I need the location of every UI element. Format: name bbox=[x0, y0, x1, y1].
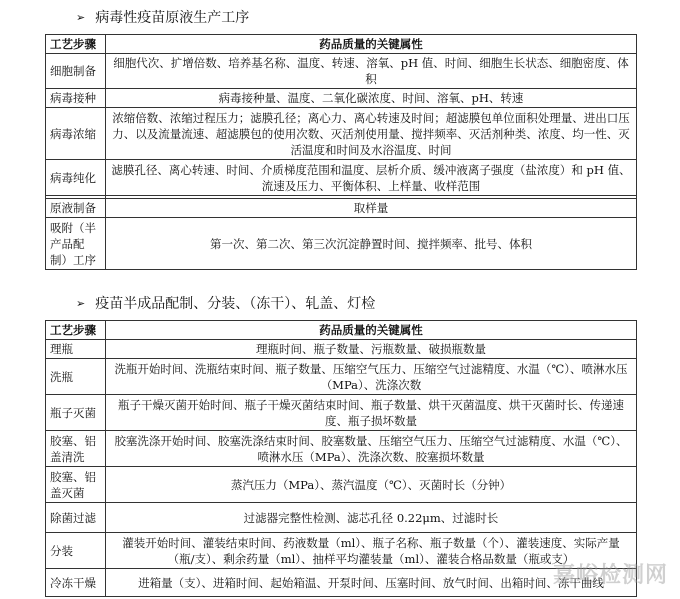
table-row bbox=[46, 467, 637, 503]
section2-title-text: 疫苗半成品配制、分装、（冻干）、轧盖、灯检 bbox=[95, 296, 376, 312]
row-step: 理瓶 bbox=[46, 340, 106, 359]
row-attr: 取样量 bbox=[106, 199, 637, 218]
table-row bbox=[46, 54, 637, 89]
table-row bbox=[46, 199, 637, 218]
table-row bbox=[46, 340, 637, 359]
table-row bbox=[46, 503, 637, 533]
table-row bbox=[46, 395, 637, 431]
section1-title bbox=[76, 7, 249, 27]
arrow-bullet-icon: ➢ bbox=[76, 296, 86, 310]
table-header-row bbox=[46, 35, 637, 54]
table-row bbox=[46, 359, 637, 395]
row-attr: 浓缩倍数、浓缩过程压力；滤膜孔径；离心力、离心转速及时间；超滤膜包单位面积处理量、进出口压力、以及流量流速、超滤膜包的使用次数、灭活剂使用量、搅拌频率、灭活剂种类、浓度、均一性、灭活温度和时间及水浴温度、时间 bbox=[106, 108, 637, 160]
header-step: 工艺步骤 bbox=[46, 321, 106, 340]
row-step: 细胞制备 bbox=[46, 54, 106, 89]
row-attr: 瓶子干燥灭菌开始时间、瓶子干燥灭菌结束时间、瓶子数量、烘干灭菌温度、烘干灭菌时长、传递速度、瓶子损坏数量 bbox=[106, 395, 637, 431]
process-table-1 bbox=[45, 34, 637, 270]
row-step: 病毒浓缩 bbox=[46, 108, 106, 160]
row-step: 病毒纯化 bbox=[46, 160, 106, 196]
row-step: 洗瓶 bbox=[46, 359, 106, 395]
section2-title bbox=[76, 293, 375, 313]
row-attr: 第一次、第二次、第三次沉淀静置时间、搅拌频率、批号、体积 bbox=[106, 218, 637, 270]
row-step: 分装 bbox=[46, 533, 106, 569]
table-row bbox=[46, 533, 637, 569]
row-attr: 进箱量（支）、进箱时间、起始箱温、开泵时间、压塞时间、放气时间、出箱时间、冻干曲线 bbox=[106, 569, 637, 597]
row-attr: 病毒接种量、温度、二氧化碳浓度、时间、溶氧、pH、转速 bbox=[106, 89, 637, 108]
arrow-bullet-icon: ➢ bbox=[76, 10, 86, 24]
row-attr: 洗瓶开始时间、洗瓶结束时间、瓶子数量、压缩空气压力、压缩空气过滤精度、水温（℃）、喷淋水压（MPa）、洗涤次数 bbox=[106, 359, 637, 395]
table-row bbox=[46, 89, 637, 108]
row-attr: 理瓶时间、瓶子数量、污瓶数量、破损瓶数量 bbox=[106, 340, 637, 359]
table-row bbox=[46, 218, 637, 270]
row-step: 吸附（半产品配制）工序 bbox=[46, 218, 106, 270]
header-step: 工艺步骤 bbox=[46, 35, 106, 54]
row-step: 瓶子灭菌 bbox=[46, 395, 106, 431]
row-attr: 过滤器完整性检测、滤芯孔径 0.22μm、过滤时长 bbox=[106, 503, 637, 533]
watermark: 嘉峪检测网 bbox=[552, 563, 668, 588]
section1-title-text: 病毒性疫苗原液生产工序 bbox=[95, 10, 250, 26]
table-row bbox=[46, 108, 637, 160]
row-attr: 蒸汽压力（MPa）、蒸汽温度（℃）、灭菌时长（分钟） bbox=[106, 467, 637, 503]
row-step: 胶塞、铝盖清洗 bbox=[46, 431, 106, 467]
table-row bbox=[46, 431, 637, 467]
table-row bbox=[46, 160, 637, 196]
table-header-row bbox=[46, 321, 637, 340]
row-step: 病毒接种 bbox=[46, 89, 106, 108]
row-attr: 胶塞洗涤开始时间、胶塞洗涤结束时间、胶塞数量、压缩空气压力、压缩空气过滤精度、水温（℃）、喷淋水压（MPa）、洗涤次数、胶塞损坏数量 bbox=[106, 431, 637, 467]
row-step: 除菌过滤 bbox=[46, 503, 106, 533]
row-step: 胶塞、铝盖灭菌 bbox=[46, 467, 106, 503]
header-attr: 药品质量的关键属性 bbox=[106, 35, 637, 54]
row-attr: 灌装开始时间、灌装结束时间、药液数量（ml）、瓶子名称、瓶子数量（个）、灌装速度、实际产量（瓶/支）、剩余药量（ml）、抽样平均灌装量（ml）、灌装合格品数量（瓶或支） bbox=[106, 533, 637, 569]
table-row bbox=[46, 569, 637, 597]
row-attr: 滤膜孔径、离心转速、时间、介质梯度范围和温度、层析介质、缓冲液离子强度（盐浓度）和 pH 值、流速及压力、平衡体积、上样量、收样范围 bbox=[106, 160, 637, 196]
header-attr: 药品质量的关键属性 bbox=[106, 321, 637, 340]
row-step: 原液制备 bbox=[46, 199, 106, 218]
process-table-2 bbox=[45, 320, 637, 597]
row-step: 冷冻干燥 bbox=[46, 569, 106, 597]
row-attr: 细胞代次、扩增倍数、培养基名称、温度、转速、溶氧、pH 值、时间、细胞生长状态、细胞密度、体积 bbox=[106, 54, 637, 89]
